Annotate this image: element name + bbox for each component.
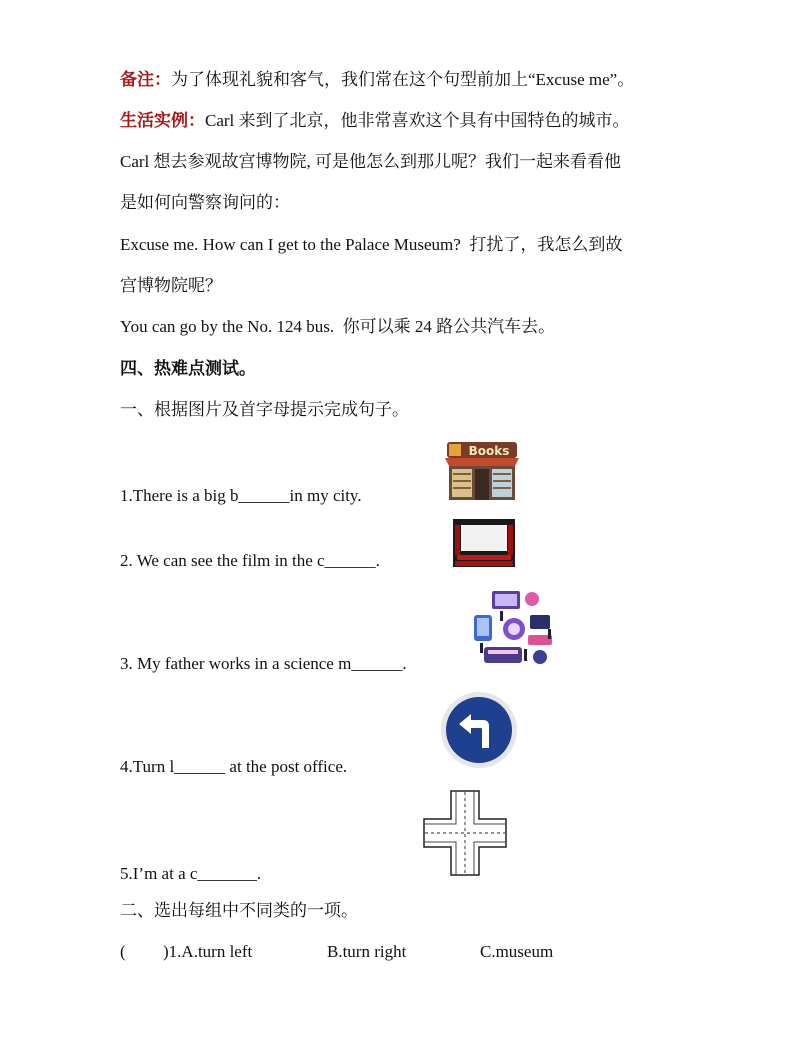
- example-line-1: [120, 110, 630, 132]
- part2-title: 二、选出每组中不同类的一项。: [120, 901, 358, 920]
- answer-chinese: 你可以乘 24 路公共汽车去。: [342, 317, 556, 336]
- section-title: 四、热难点测试。: [120, 359, 256, 378]
- example-text-1: Carl 来到了北京，他非常喜欢这个具有中国特色的城市。: [205, 111, 630, 130]
- option-b: B.turn right: [327, 942, 407, 961]
- example-label: 生活实例：: [120, 111, 205, 130]
- science-museum-icon: [470, 585, 556, 676]
- note-text: 为了体现礼貌和客气，我们常在这个句型前加上“Excuse me”。: [171, 70, 635, 89]
- bookstore-icon: [443, 440, 521, 507]
- option-c: C.museum: [480, 942, 554, 961]
- cinema-screen-icon: [453, 519, 515, 572]
- exercise-item-5: 5.I’m at a c_______.: [120, 864, 262, 883]
- option-a: )1.A.turn left: [163, 942, 253, 961]
- answer-line: [120, 316, 555, 338]
- question-line-cont: 宫博物院呢？: [120, 276, 222, 295]
- example-line-3: 是如何向警察询问的：: [120, 193, 290, 212]
- turn-left-sign-icon: [439, 690, 519, 775]
- crossing-icon: [423, 790, 507, 881]
- bookstore-sign-text: Books: [468, 444, 510, 458]
- exercise-item-4: 4.Turn l______ at the post office.: [120, 757, 348, 776]
- exercise-item-2: 2. We can see the film in the c______.: [120, 551, 380, 570]
- question-line: [120, 234, 622, 256]
- answer-english: You can go by the No. 124 bus.: [120, 317, 335, 336]
- question-chinese: 打扰了，我怎么到故: [469, 235, 623, 254]
- note-label: 备注：: [120, 70, 171, 89]
- note-line: [120, 69, 634, 91]
- exercise-item-1: 1.There is a big b______in my city.: [120, 486, 362, 505]
- answer-paren: (: [120, 942, 126, 961]
- question-english: Excuse me. How can I get to the Palace Museum?: [120, 235, 461, 254]
- example-line-2: Carl 想去参观故宫博物院, 可是他怎么到那儿呢？我们一起来看看他: [120, 152, 622, 171]
- part1-title: 一、根据图片及首字母提示完成句子。: [120, 400, 409, 419]
- exercise-item-3: 3. My father works in a science m______.: [120, 654, 407, 673]
